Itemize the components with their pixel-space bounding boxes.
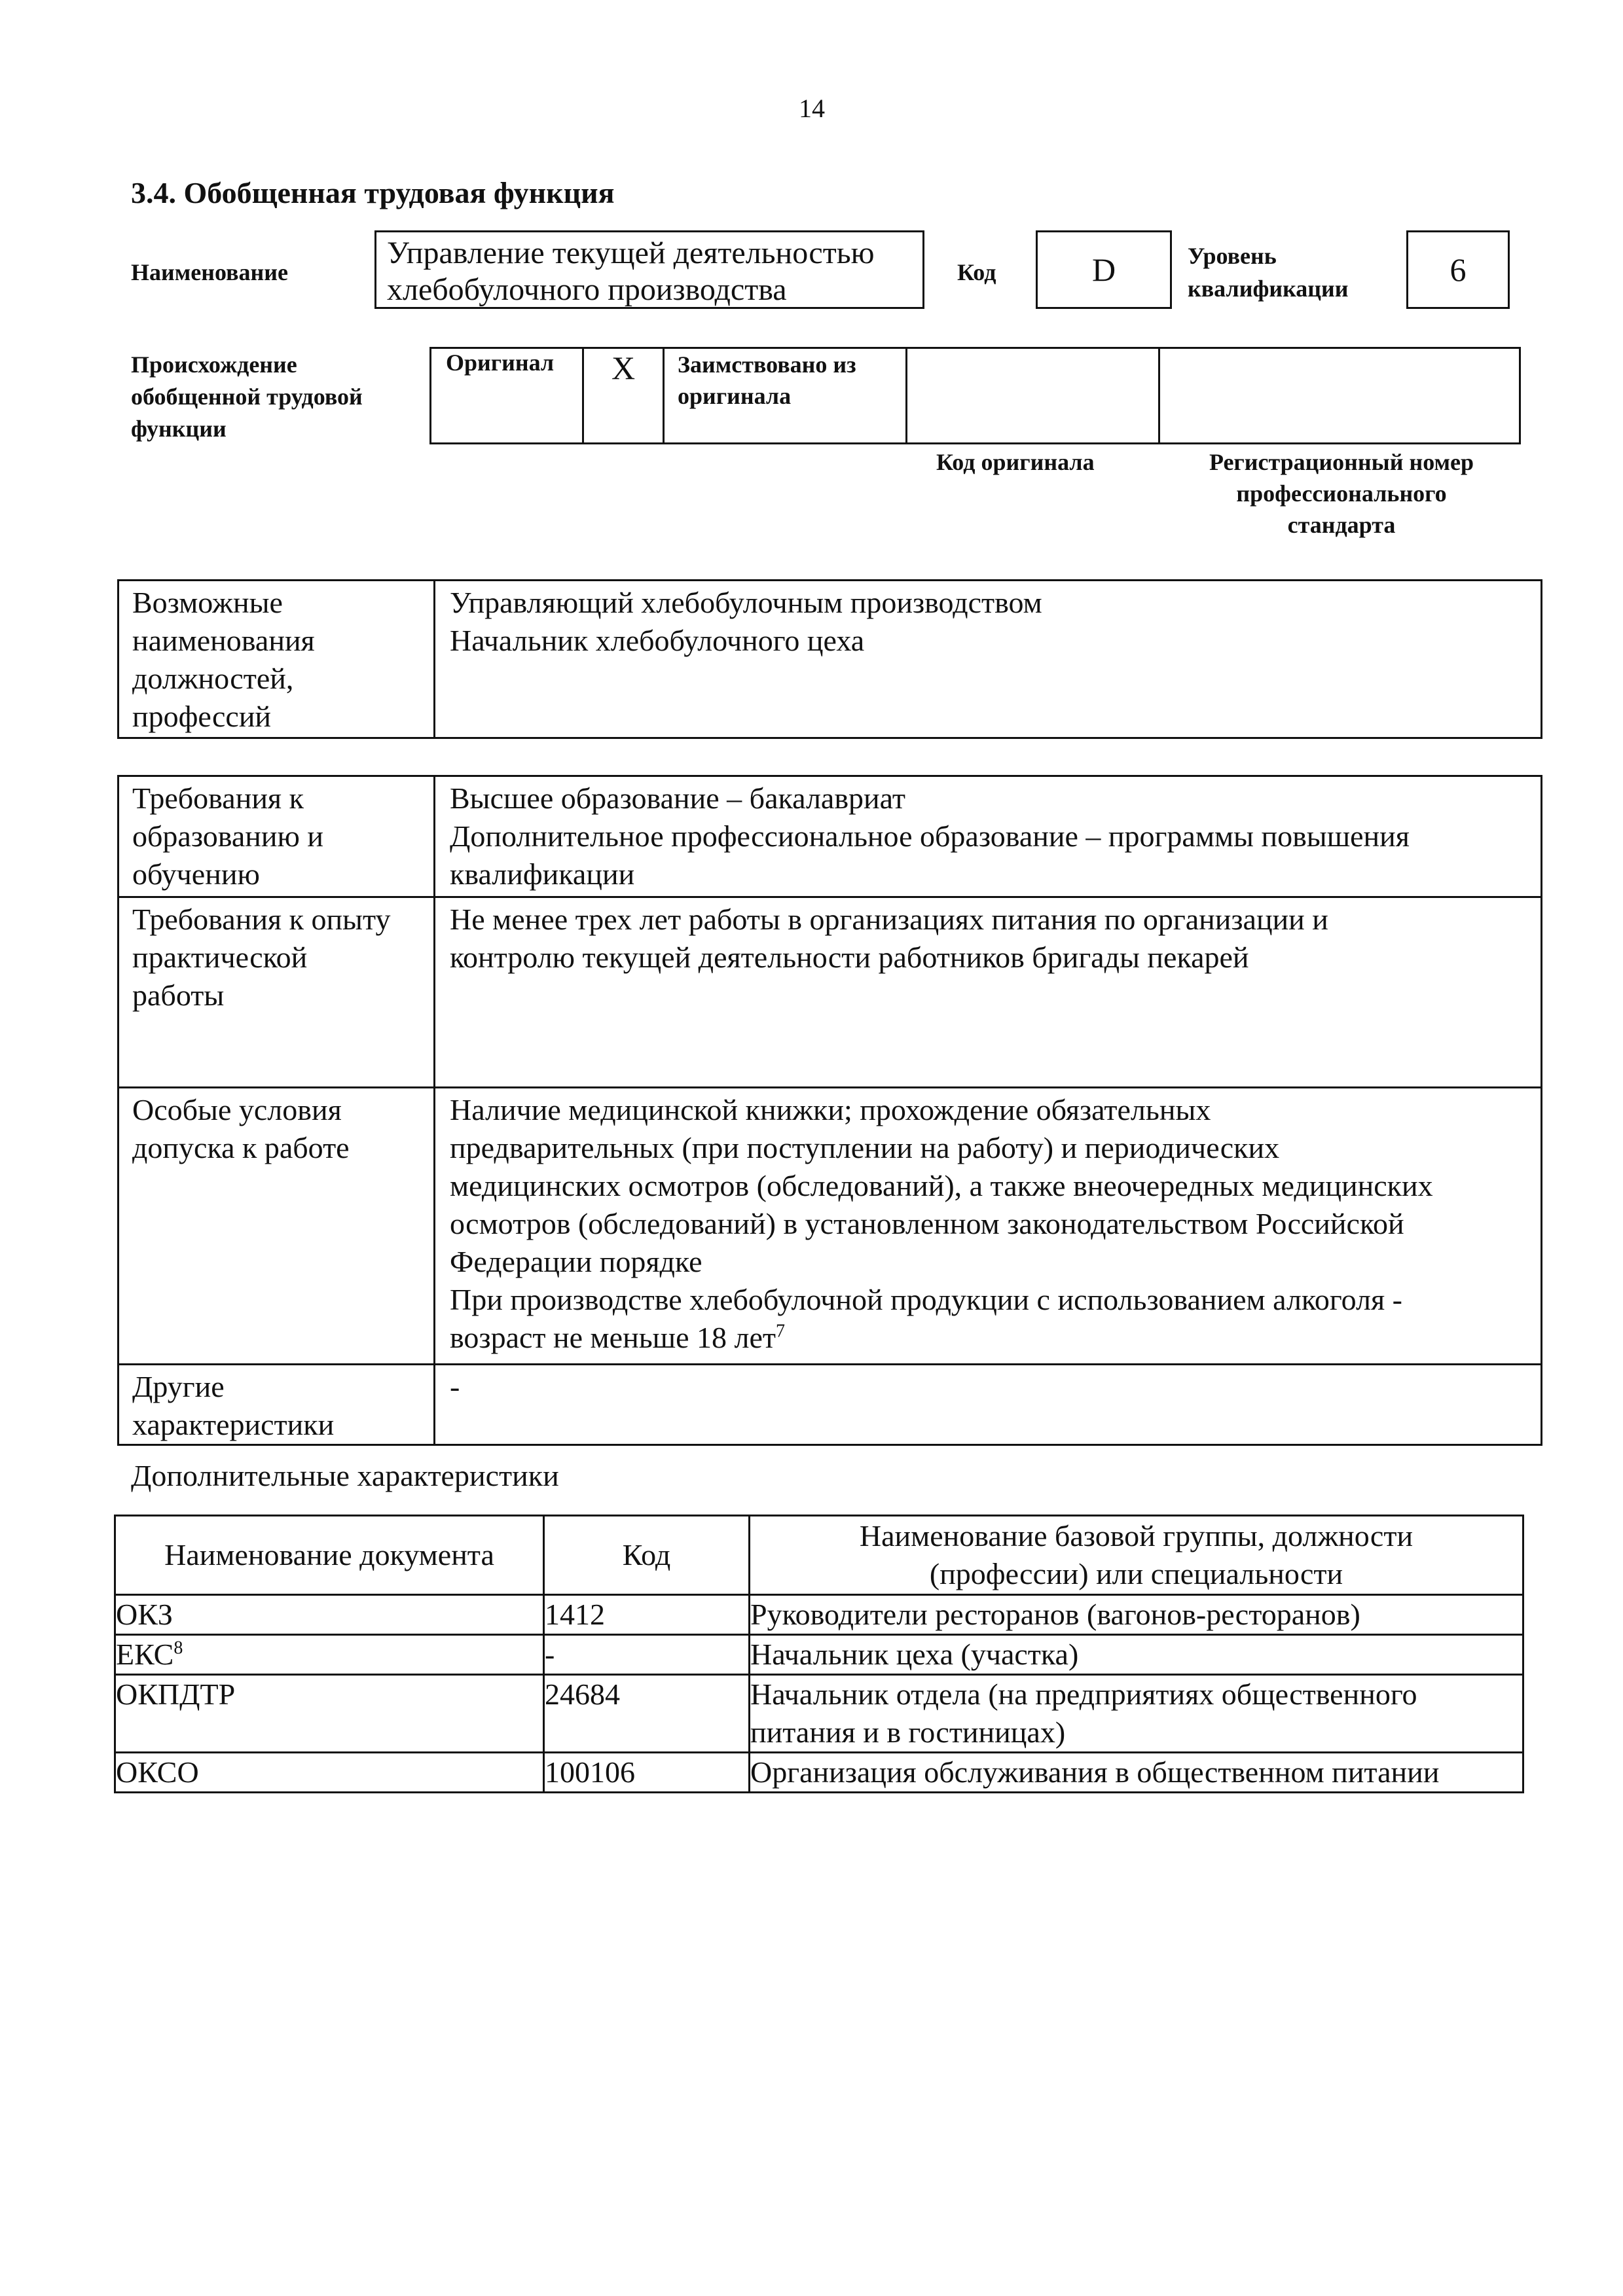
requirement-label (119, 1088, 435, 1365)
requirement-value-line: квалификации (450, 857, 635, 891)
name-label: Наименование (131, 259, 288, 285)
positions-label (119, 581, 435, 738)
reg-number-caption-line: Регистрационный номер (1209, 449, 1474, 475)
doc-name: ОКЗ (116, 1598, 173, 1631)
code-label: Код (957, 259, 996, 285)
requirements-table (117, 775, 1542, 1446)
positions-label-line: наименования (132, 624, 315, 657)
requirement-label-line: работы (132, 978, 225, 1012)
reg-number-cell (1159, 348, 1520, 444)
additional-characteristics-title: Дополнительные характеристики (131, 1459, 559, 1492)
code-cell: - (544, 1635, 750, 1675)
table-row (115, 1595, 1523, 1635)
borrowed-label-line: оригинала (678, 383, 792, 409)
group-name-cell (750, 1675, 1523, 1753)
doc-cell (115, 1635, 544, 1675)
code-value: D (1036, 230, 1172, 309)
level-label-line: квалификации (1188, 276, 1349, 302)
requirement-value-line: Наличие медицинской книжки; прохождение обязательных (450, 1093, 1211, 1126)
requirement-value-line: - (450, 1370, 460, 1403)
position-name: Управляющий хлебобулочным производством (450, 586, 1042, 619)
doc-name: ЕКС (116, 1638, 174, 1671)
page-number: 14 (799, 94, 825, 123)
function-name-line: Управление текущей деятельностью (387, 236, 875, 270)
header-group-name-line: (профессии) или специальности (929, 1557, 1343, 1590)
doc-cell (115, 1595, 544, 1635)
position-name: Начальник хлебобулочного цеха (450, 624, 865, 657)
origin-label-line: обобщенной трудовой (131, 384, 363, 410)
header-group-name (750, 1516, 1523, 1595)
group-name-cell (750, 1635, 1523, 1675)
requirement-label-line: Особые условия (132, 1093, 342, 1126)
positions-label-line: Возможные (132, 586, 283, 619)
additional-characteristics-table (114, 1515, 1524, 1793)
group-name-line: Начальник отдела (на предприятиях общественного (750, 1677, 1417, 1711)
section-title: 3.4. Обобщенная трудовая функция (131, 176, 615, 209)
requirement-label-line: образованию и (132, 819, 323, 853)
requirement-value (435, 776, 1542, 897)
requirement-value-line: Федерации порядке (450, 1245, 702, 1278)
requirement-value-line: Дополнительное профессиональное образование – программы повышения (450, 819, 1410, 853)
reg-number-caption-line: стандарта (1287, 512, 1396, 538)
requirement-label-line: Требования к опыту (132, 903, 391, 936)
original-code-caption: Код оригинала (936, 449, 1095, 475)
positions-label-line: должностей, (132, 662, 294, 695)
header-group-name-line: Наименование базовой группы, должности (859, 1519, 1413, 1552)
doc-name: ОКПДТР (116, 1677, 236, 1711)
positions-label-line: профессий (132, 700, 272, 733)
code-cell: 24684 (544, 1675, 750, 1753)
table-row (115, 1753, 1523, 1793)
requirement-value (435, 897, 1542, 1088)
table-row (115, 1675, 1523, 1753)
origin-label-line: Происхождение (131, 351, 297, 378)
origin-label-line: функции (131, 416, 227, 442)
requirement-label-line: допуска к работе (132, 1131, 350, 1164)
doc-cell (115, 1675, 544, 1753)
code-cell: 1412 (544, 1595, 750, 1635)
requirement-label-line: Требования к (132, 781, 304, 815)
level-value: 6 (1406, 230, 1510, 309)
group-name-cell (750, 1753, 1523, 1793)
requirement-label-line: обучению (132, 857, 260, 891)
requirement-value-line: При производстве хлебобулочной продукции с использованием алкоголя - (450, 1283, 1402, 1316)
doc-cell (115, 1753, 544, 1793)
reg-number-caption-line: профессионального (1236, 480, 1447, 507)
footnote-ref: 8 (173, 1638, 183, 1659)
header-document: Наименование документа (115, 1516, 544, 1595)
requirement-label (119, 776, 435, 897)
requirement-label-line: практической (132, 941, 308, 974)
requirement-value-text: возраст не меньше 18 лет (450, 1321, 776, 1354)
requirement-label (119, 897, 435, 1088)
table-header-row (115, 1516, 1523, 1595)
group-name-cell (750, 1595, 1523, 1635)
original-code-cell (907, 348, 1159, 444)
requirement-label-line: характеристики (132, 1408, 335, 1441)
requirement-row (119, 776, 1542, 897)
requirement-value-line: осмотров (обследований) в установленном законодательством Российской (450, 1207, 1404, 1240)
requirement-value-line: медицинских осмотров (обследований), а также внеочередных медицинских (450, 1169, 1433, 1202)
reg-number-caption (1175, 446, 1508, 541)
requirement-row (119, 1365, 1542, 1445)
requirement-value (435, 1365, 1542, 1445)
requirement-value-line: контролю текущей деятельности работников бригады пекарей (450, 941, 1249, 974)
requirement-label-line: Другие (132, 1370, 225, 1403)
doc-name: ОКСО (116, 1755, 199, 1789)
positions-value (435, 581, 1542, 738)
level-label-line: Уровень (1188, 243, 1277, 269)
requirement-value-line: Не менее трех лет работы в организациях питания по организации и (450, 903, 1328, 936)
requirement-value-line: предварительных (при поступлении на работу) и периодических (450, 1131, 1280, 1164)
requirement-value (435, 1088, 1542, 1365)
original-label: Оригинал (431, 348, 583, 444)
positions-table (117, 579, 1542, 739)
footnote-ref: 7 (775, 1321, 785, 1342)
borrowed-label-line: Заимствовано из (678, 351, 856, 378)
requirement-value-line: Высшее образование – бакалавриат (450, 781, 905, 815)
requirement-label (119, 1365, 435, 1445)
original-mark: X (583, 348, 664, 444)
code-cell: 100106 (544, 1753, 750, 1793)
origin-label (131, 349, 363, 445)
group-name-line: питания и в гостиницах) (750, 1715, 1066, 1749)
table-row (115, 1635, 1523, 1675)
group-name-line: Организация обслуживания в общественном питании (750, 1755, 1440, 1789)
requirement-value-line (450, 1319, 1534, 1357)
requirement-row (119, 1088, 1542, 1365)
level-label (1188, 240, 1349, 305)
origin-table (429, 347, 1521, 444)
borrowed-label (664, 348, 907, 444)
group-name-line: Начальник цеха (участка) (750, 1638, 1079, 1671)
header-code: Код (544, 1516, 750, 1595)
function-name-line: хлебобулочного производства (387, 272, 787, 307)
function-name-box (374, 230, 924, 309)
group-name-line: Руководители ресторанов (вагонов-ресторанов) (750, 1598, 1360, 1631)
requirement-row (119, 897, 1542, 1088)
